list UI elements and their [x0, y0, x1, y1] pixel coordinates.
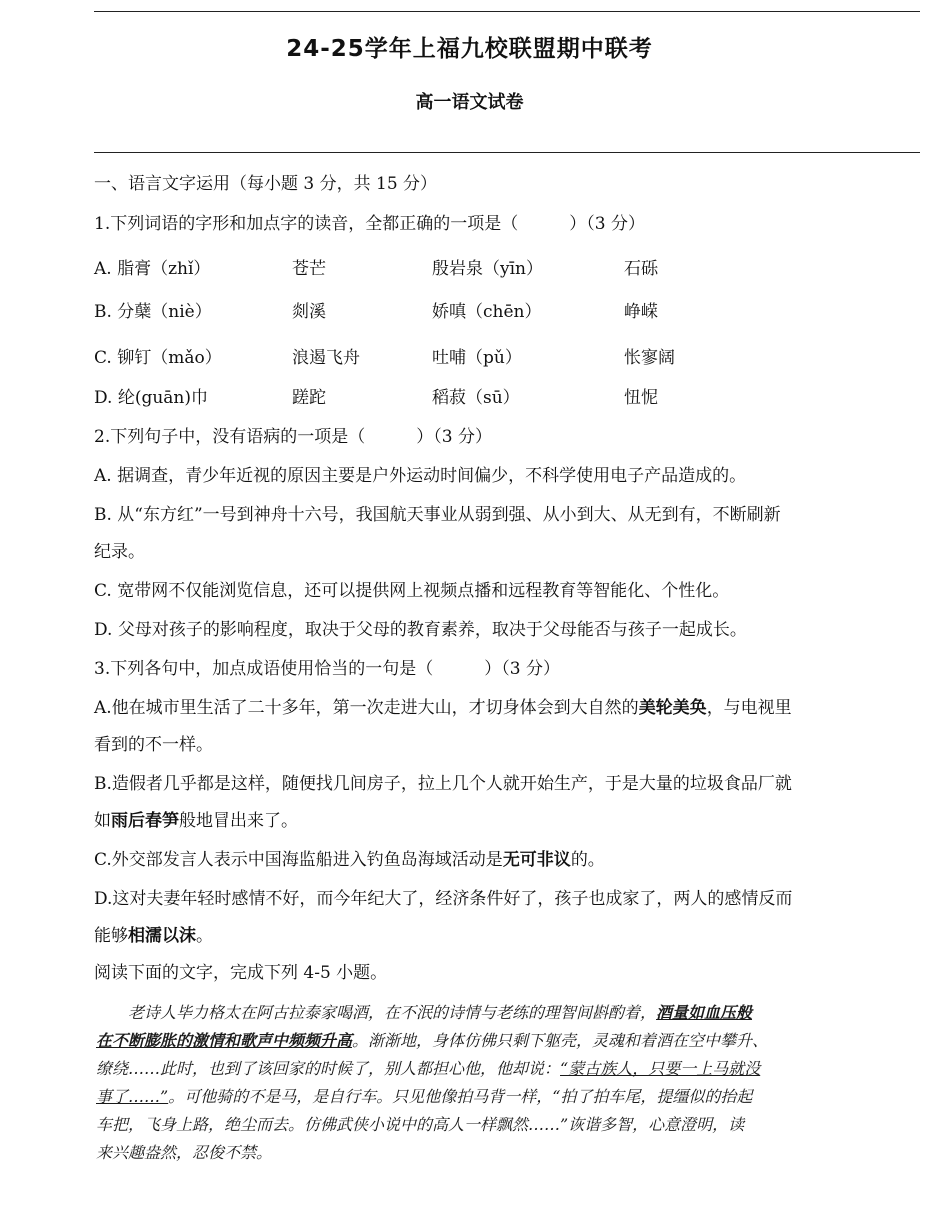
q3-option-a-line2: 看到的不一样。: [94, 735, 213, 755]
q1-option-c-1: C. 铆钉（mǎo）: [94, 348, 222, 368]
q1-option-b-4: 峥嵘: [624, 302, 658, 322]
passage-line-6: 来兴趣盎然，忍俊不禁。: [96, 1143, 273, 1162]
passage-underlined: 事了……”: [96, 1087, 169, 1106]
passage-text: 老诗人毕力格太在阿古拉泰家喝酒，在不泯的诗情与老练的理智间斟酌着，: [96, 1003, 657, 1022]
q3-c-idiom: 无可非议: [502, 850, 571, 870]
q3-a-idiom: 美轮美奂: [638, 698, 707, 718]
q2-option-b-line2: 纪录。: [94, 542, 145, 562]
q1-option-a-2: 苍芒: [292, 259, 326, 279]
passage-underlined: 酒量如血压般: [656, 1003, 753, 1022]
reading-intro: 阅读下面的文字，完成下列 4-5 小题。: [94, 963, 388, 983]
passage-text: 缭绕……此时，也到了该回家的时候了，别人都担心他，他却说：: [96, 1059, 561, 1078]
q1-stem: 1.下列词语的字形和加点字的读音，全都正确的一项是（ ）（3 分）: [94, 214, 645, 234]
q3-b-text: 如: [94, 811, 111, 831]
passage-underlined: 在不断膨胀的激情和歌声中频频升高: [96, 1031, 353, 1050]
q2-option-c: C. 宽带网不仅能浏览信息，还可以提供网上视频点播和远程教育等智能化、个性化。: [94, 581, 730, 601]
q1-option-b-3: 娇嗔（chēn）: [432, 302, 542, 322]
q3-option-b-line1: B.造假者几乎都是这样，随便找几间房子，拉上几个人就开始生产，于是大量的垃圾食品厂就: [94, 774, 792, 794]
q3-option-b-line2: [94, 809, 924, 833]
section1-heading: 一、语言文字运用（每小题 3 分，共 15 分）: [94, 174, 438, 194]
q3-a-text-end: ，与电视里: [706, 698, 792, 718]
q3-option-d-line1: D.这对夫妻年轻时感情不好，而今年纪大了，经济条件好了，孩子也成家了，两人的感情反而: [94, 889, 793, 909]
exam-title: 24-25学年上福九校联盟期中联考: [286, 36, 653, 62]
passage-text: 。渐渐地，身体仿佛只剩下躯壳，灵魂和着酒在空中攀升、: [352, 1031, 769, 1050]
q1-option-c-4: 怅寥阔: [624, 348, 675, 368]
q3-b-idiom: 雨后春笋: [111, 811, 179, 831]
q3-c-text-end: 的。: [570, 850, 605, 870]
q2-option-a: A. 据调查，青少年近视的原因主要是户外运动时间偏少，不科学使用电子产品造成的。: [94, 466, 747, 486]
exam-subtitle: 高一语文试卷: [415, 92, 524, 113]
passage-underlined: “蒙古族人，只要一上马就没: [560, 1059, 761, 1078]
passage-text: 。可他骑的不是马，是自行车。只见他像拍马背一样，“拍了拍车尾，提缰似的抬起: [168, 1087, 753, 1106]
q2-stem: 2.下列句子中，没有语病的一项是（ ）（3 分）: [94, 427, 492, 447]
passage-line-4: [96, 1086, 922, 1108]
passage-line-1: [96, 1002, 922, 1024]
q3-d-idiom: 相濡以沫: [128, 926, 196, 946]
q1-option-a-1: A. 脂膏（zhǐ）: [94, 259, 211, 279]
q3-option-d-line2: [94, 924, 924, 948]
q1-option-c-3: 吐哺（pǔ）: [432, 348, 522, 368]
q1-option-b-2: 剡溪: [292, 302, 326, 322]
q3-d-text: 能够: [94, 926, 128, 946]
q3-option-c: [94, 848, 924, 872]
q1-option-d-1: D. 纶(guān)巾: [94, 388, 209, 408]
header-rule: [94, 152, 920, 153]
q1-option-a-4: 石砾: [624, 259, 658, 279]
q1-option-d-4: 忸怩: [624, 388, 658, 408]
q1-option-d-2: 蹉跎: [292, 388, 326, 408]
top-rule: [94, 11, 920, 12]
q1-option-b-1: B. 分蘖（niè）: [94, 302, 212, 322]
q1-option-d-3: 稻菽（sū）: [432, 388, 520, 408]
q2-option-b-line1: B. 从“东方红”一号到神舟十六号，我国航天事业从弱到强、从小到大、从无到有，不断刷新: [94, 505, 781, 525]
passage-line-3: [96, 1058, 922, 1080]
q3-stem: 3.下列各句中，加点成语使用恰当的一句是（ ）（3 分）: [94, 659, 560, 679]
q2-option-d: D. 父母对孩子的影响程度，取决于父母的教育素养，取决于父母能否与孩子一起成长。: [94, 620, 747, 640]
passage-line-2: [96, 1030, 922, 1052]
q3-b-text-end: 般地冒出来了。: [179, 811, 298, 831]
q3-a-text: A.他在城市里生活了二十多年，第一次走进大山，才切身体会到大自然的: [94, 698, 639, 718]
q3-c-text: C.外交部发言人表示中国海监船进入钓鱼岛海域活动是: [94, 850, 503, 870]
q3-option-a-line1: [94, 696, 924, 720]
q3-d-text-end: 。: [196, 926, 213, 946]
passage-line-5: 车把，飞身上路，绝尘而去。仿佛武侠小说中的高人一样飘然……”诙谐多智，心意澄明，读: [96, 1115, 745, 1134]
q1-option-a-3: 殷岩泉（yīn）: [432, 259, 543, 279]
q1-option-c-2: 浪遏飞舟: [292, 348, 360, 368]
